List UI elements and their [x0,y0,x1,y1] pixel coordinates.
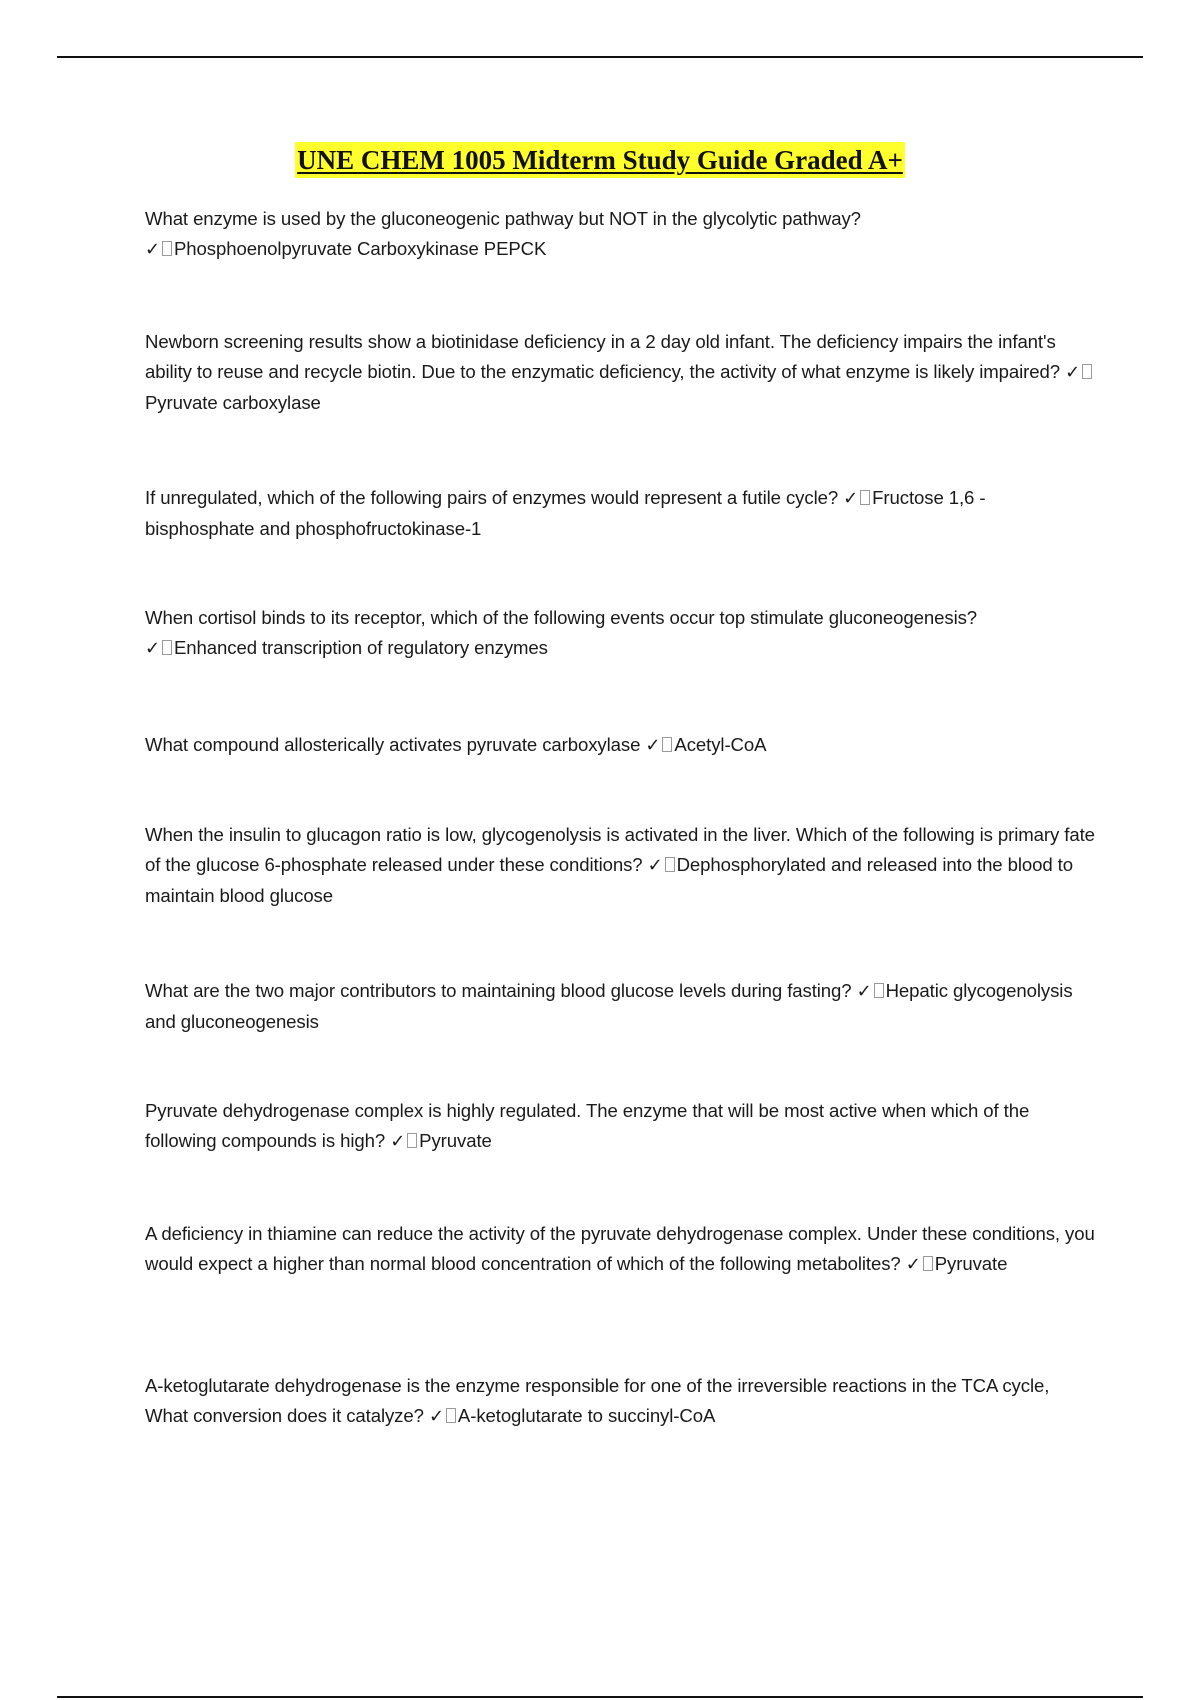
checkmark-icon: ✓ [645,735,661,756]
answer-text: Hepatic glycogenolysis and gluconeogenesis [145,980,1073,1032]
answer-text: A-ketoglutarate to succinyl-CoA [457,1405,716,1426]
qa-item-6 [145,820,1095,911]
checkmark-icon: ✓ [843,488,859,509]
answer-text: Pyruvate carboxylase [145,392,321,413]
question-text: If unregulated, which of the following pairs of enzymes would represent a futile cycle? [145,487,839,508]
question-text: What enzyme is used by the gluconeogenic pathway but NOT in the glycolytic pathway? [145,208,861,229]
checkmark-icon: ✓ [145,638,160,659]
answer-text: Phosphoenolpyruvate Carboxykinase PEPCK [173,238,547,259]
qa-item-4 [145,603,1095,664]
missing-glyph-box-icon [162,241,172,256]
checkmark-icon: ✓ [647,855,663,876]
missing-glyph-box-icon [407,1133,417,1148]
qa-item-1 [145,204,1095,265]
answer-text: Enhanced transcription of regulatory enzymes [173,637,548,658]
question-text: When cortisol binds to its receptor, which of the following events occur top stimulate gluconeogenesis? [145,607,978,628]
question-text: A deficiency in thiamine can reduce the activity of the pyruvate dehydrogenase complex. Under these conditions, you would expect a higher than normal blood concentration of which of the following metabolites? [145,1223,1095,1274]
qa-item-8 [145,1096,1095,1157]
question-text: When the insulin to glucagon ratio is low, glycogenolysis is activated in the liver. Which of the following is primary fate of the glucose 6-phosphate released under these conditions? [145,824,1095,875]
qa-item-5 [145,730,1095,761]
question-text: A-ketoglutarate dehydrogenase is the enzyme responsible for one of the irreversible reactions in the TCA cycle, What conversion does it catalyze? [145,1375,1050,1426]
qa-item-9 [145,1219,1095,1280]
question-text: Newborn screening results show a biotinidase deficiency in a 2 day old infant. The deficiency impairs the infant's ability to reuse and recycle biotin. Due to the enzymatic deficiency, the activity of what enzyme is likely impaired? [145,331,1060,382]
title-container [0,142,1200,178]
missing-glyph-box-icon [860,490,870,505]
missing-glyph-box-icon [665,857,675,872]
checkmark-icon: ✓ [390,1131,406,1152]
bottom-rule [57,1696,1143,1698]
checkmark-icon: ✓ [856,981,872,1002]
answer-text: Fructose 1,6 - bisphosphate and phosphofructokinase-1 [145,487,986,539]
checkmark-icon: ✓ [1065,362,1081,383]
document-title: UNE CHEM 1005 Midterm Study Guide Graded A+ [295,142,905,178]
missing-glyph-box-icon [1082,364,1092,379]
answer-text: Dephosphorylated and released into the blood to maintain blood glucose [145,854,1073,906]
checkmark-icon: ✓ [905,1254,921,1275]
qa-item-10 [145,1371,1095,1432]
answer-text: Pyruvate [419,1130,492,1151]
top-rule [57,56,1143,58]
checkmark-icon: ✓ [428,1406,444,1427]
answer-text: Pyruvate [934,1253,1008,1274]
answer-text: Acetyl-CoA [674,734,767,755]
question-text: Pyruvate dehydrogenase complex is highly regulated. The enzyme that will be most active when which of the following compounds is high? [145,1100,1030,1151]
qa-item-7 [145,976,1095,1037]
qa-item-3 [145,483,1095,544]
question-text: What are the two major contributors to maintaining blood glucose levels during fasting? [145,980,852,1001]
question-text: What compound allosterically activates pyruvate carboxylase [145,734,641,755]
missing-glyph-box-icon [446,1408,456,1423]
missing-glyph-box-icon [874,983,884,998]
checkmark-icon: ✓ [145,239,160,260]
missing-glyph-box-icon [662,737,672,752]
missing-glyph-box-icon [923,1256,933,1271]
missing-glyph-box-icon [162,640,172,655]
qa-item-2 [145,327,1095,418]
